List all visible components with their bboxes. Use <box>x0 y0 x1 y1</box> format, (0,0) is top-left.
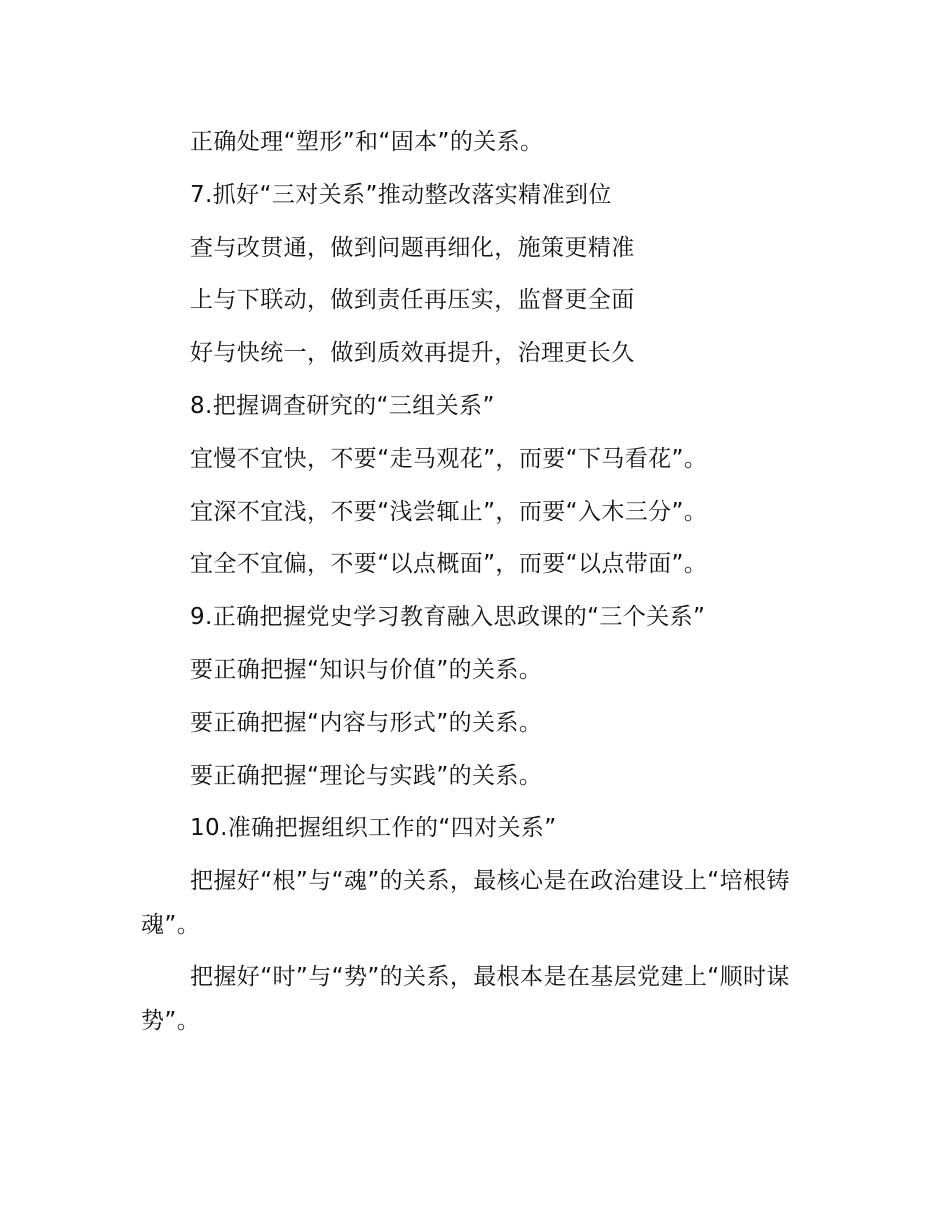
paragraph-13: 要正确把握“理论与实践”的关系。 <box>190 762 543 789</box>
paragraph-5: 好与快统一，做到质效再提升，治理更长久 <box>190 340 635 367</box>
paragraph-8: 宜深不宜浅，不要“浅尝辄止”，而要“入木三分”。 <box>190 498 708 525</box>
paragraph-7: 宜慢不宜快，不要“走马观花”，而要“下马看花”。 <box>190 445 708 472</box>
document-body <box>141 116 821 1051</box>
paragraph-12: 要正确把握“内容与形式”的关系。 <box>190 709 543 736</box>
heading-8: 8.把握调查研究的“三组关系” <box>190 392 495 419</box>
paragraph-1: 正确处理“塑形”和“固本”的关系。 <box>190 129 544 155</box>
paragraph-3: 查与改贯通，做到问题再细化，施策更精准 <box>190 234 635 261</box>
paragraph-11: 要正确把握“知识与价值”的关系。 <box>190 656 543 683</box>
heading-9: 9.正确把握党史学习教育融入思政课的“三个关系” <box>190 604 706 631</box>
heading-7: 7.抓好“三对关系”推动整改落实精准到位 <box>190 181 612 208</box>
paragraph-9: 宜全不宜偏，不要“以点概面”，而要“以点带面”。 <box>190 551 708 578</box>
paragraph-4: 上与下联动，做到责任再压实，监督更全面 <box>190 287 635 314</box>
heading-10: 10.准确把握组织工作的“四对关系” <box>190 815 557 842</box>
paragraph-15: 把握好“根”与“魂”的关系，最核心是在政治建设上“培根铸魂”。 <box>141 868 790 939</box>
paragraph-16: 把握好“时”与“势”的关系，最根本是在基层党建上“顺时谋势”。 <box>141 964 790 1035</box>
